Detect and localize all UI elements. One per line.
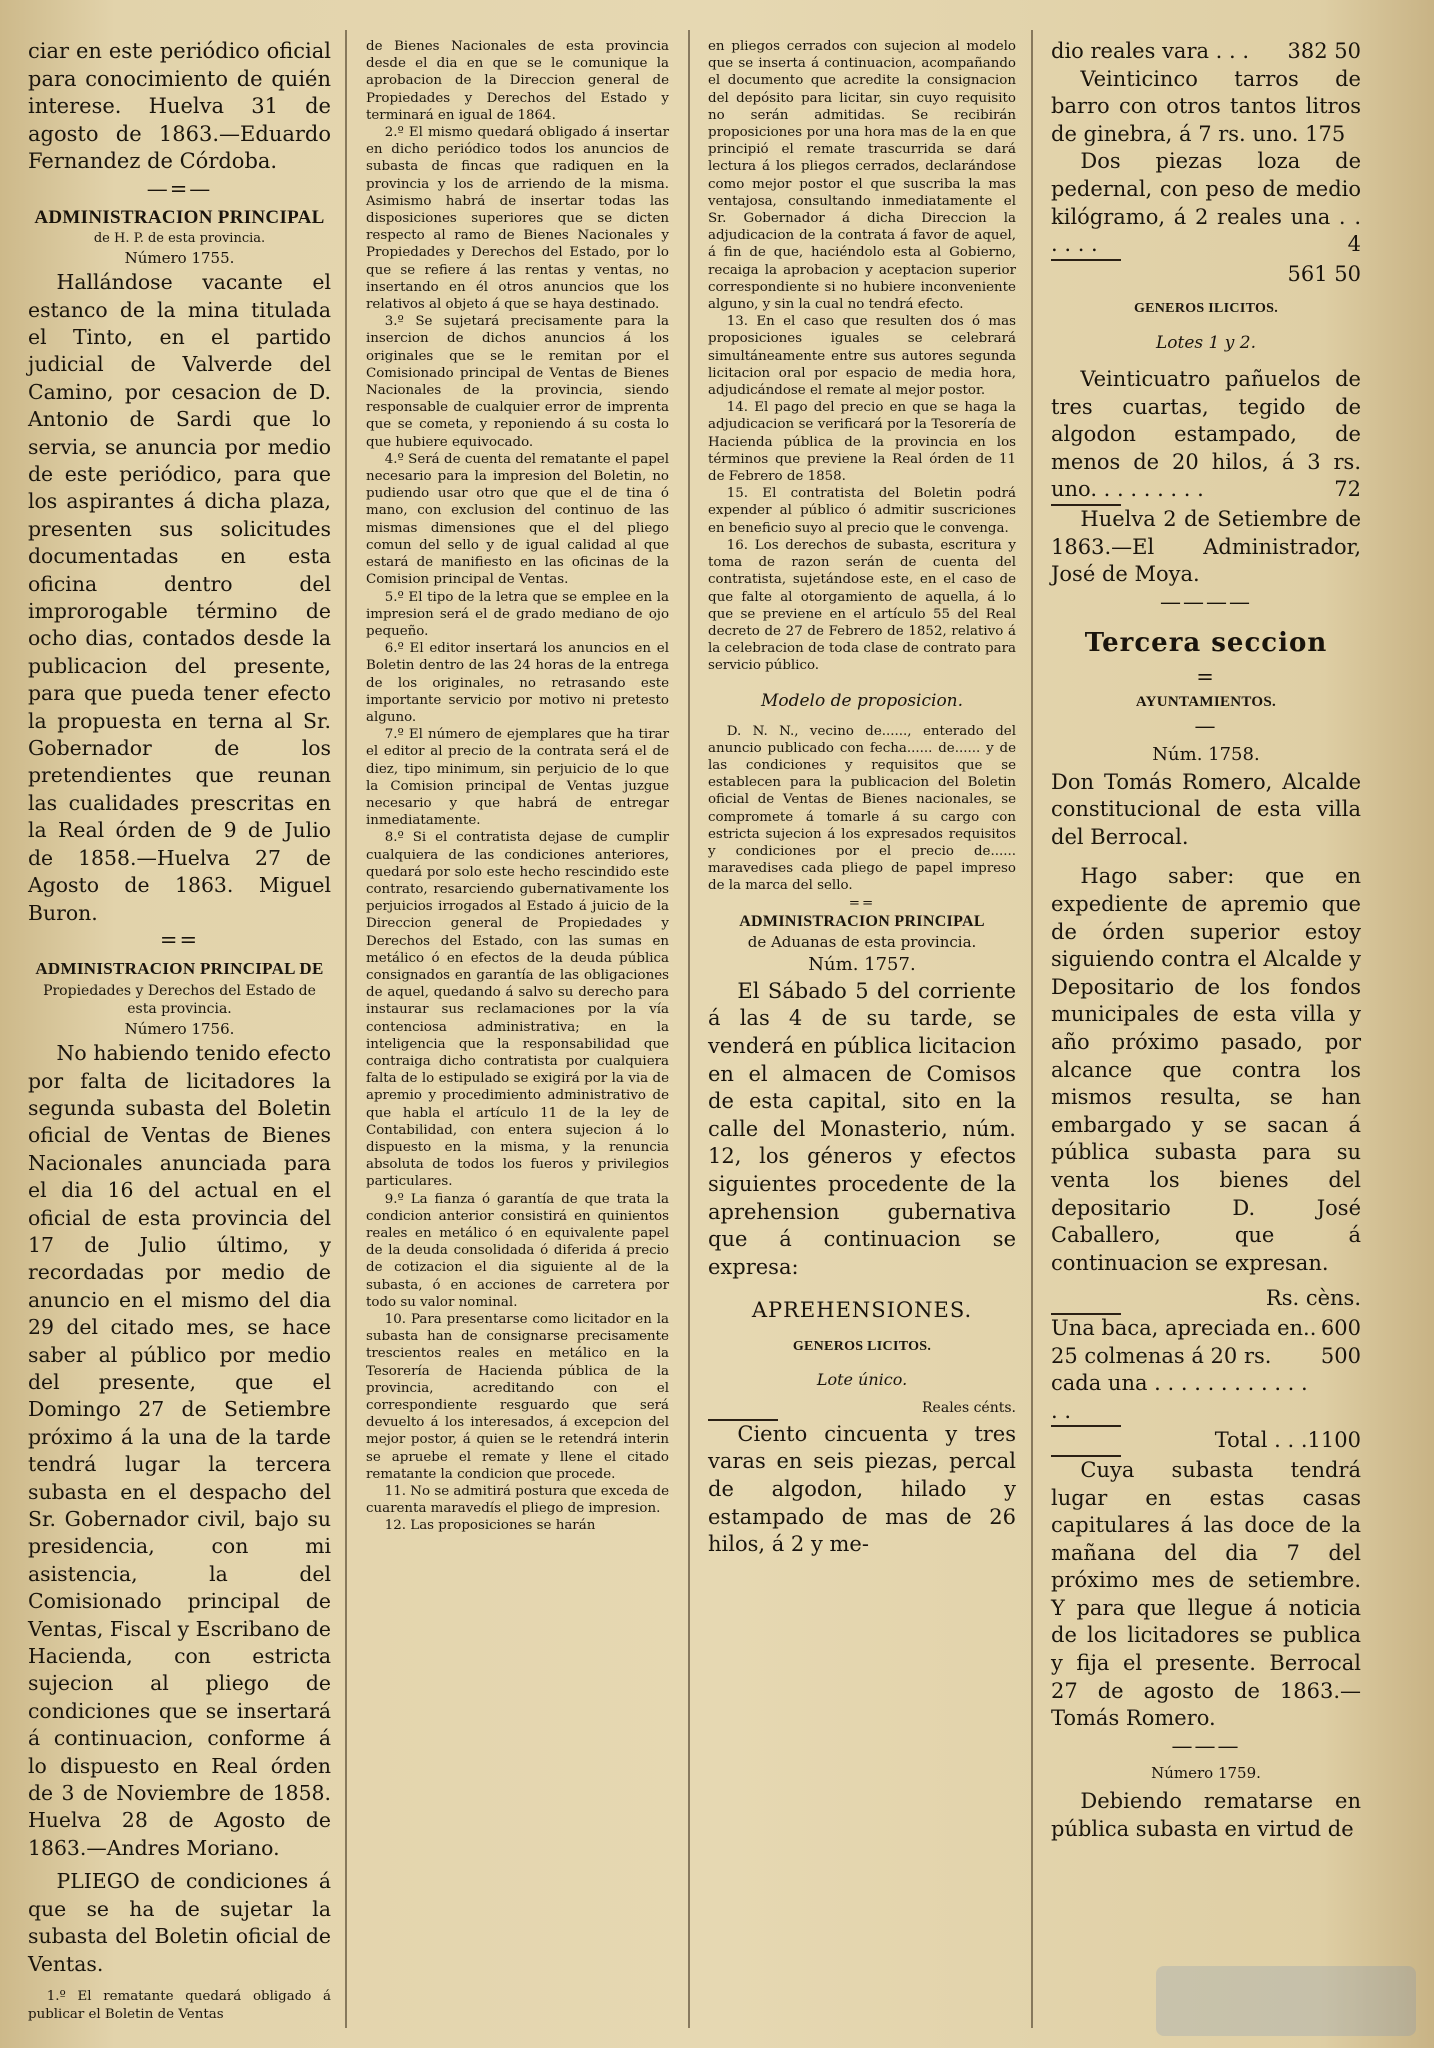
list-item — [1051, 366, 1361, 504]
section-subtitle: Propiedades y Derechos del Estado de esta provincia. — [43, 983, 316, 1018]
list-item — [1051, 66, 1361, 149]
paragraph: 4.º Será de cuenta del rematante el papel necesario para la impresion del Boletin, no pudiendo usar otro que que el de tina ó mano, con exclusion del continuo de las mismas dimensiones que el del pliego comun del sello y de igual calidad al que estará de manifiesto en las oficinas de la Comision principal de Ventas. — [366, 451, 669, 588]
separator: ——— — [1171, 1733, 1241, 1758]
model-title: Modelo de proposicion. — [760, 690, 964, 711]
table-row — [1051, 38, 1361, 66]
paragraph: PLIEGO de condiciones á que se ha de sujetar la subasta del Boletin oficial de Ventas. — [28, 1869, 331, 1976]
separator: == — [848, 895, 876, 911]
paragraph: Hago saber: que en expediente de apremio que de órden superior estoy siguiendo contra el Alcalde y Depositario de los fondos municipales de esta villa y año próximo pasado, por alcance que contra los mismos resulta, se han embargado y se sacan á pública subasta para su venta los bienes del depositario D. José Caballero, que á continuacion se expresan. — [1051, 864, 1361, 1275]
column-header-reales: Reales cénts. — [922, 1399, 1016, 1416]
notice-number: Número 1756. — [124, 1020, 235, 1039]
separator: —=— — [146, 176, 213, 201]
section-title: ADMINISTRACION PRINCIPAL DE — [35, 958, 324, 978]
paragraph: 2.º El mismo quedará obligado á insertar en dicho periódico todos los anuncios de subasta de fincas que radiquen en la provincia y los de arriendo de la misma. Asimismo habrá de insertar todas las disposiciones superiores que se dicten respecto al ramo de Bienes Nacionales y Propiedades y Derechos del Estado, por lo que se refiere á las rentas y ventas, no insertando en él otros anuncios que los relativos al objeto á que se haya destinado. — [366, 125, 669, 313]
item-label: dio reales vara . . . — [1051, 39, 1250, 63]
paragraph: ciar en este periódico oficial para conocimiento de quién interese. Huelva 31 de agosto de 1863.—Eduardo Fernandez de Córdoba. — [28, 39, 331, 174]
column-divider — [688, 30, 690, 2028]
section-title: Tercera seccion — [1084, 628, 1328, 659]
paragraph: 7.º El número de ejemplares que ha tirar el editor al precio de la contrata será el de diez, tipo minimum, sin perjuicio de lo que la Comision principal de Ventas juzgue necesario y que habrá de entregar inmediatamente. — [366, 727, 669, 829]
separator: == — [159, 927, 200, 952]
item-label: 25 colmenas á 20 rs. cada una . . . . . . . . . . . . . . — [1051, 1343, 1308, 1423]
paragraph: 6.º El editor insertará los anuncios en el Boletin dentro de las 24 horas de la entrega de los originales, no retrasando este importante servicio por motivo ni pretesto alguno. — [366, 641, 669, 725]
paragraph: D. N. N., vecino de......, enterado del anuncio publicado con fecha...... de...... y de las condiciones y requisitos que se establecen para la publicacion del Boletin oficial de Ventas de Bienes nacionales, se compromete á tomarle á su cargo con estricta sujecion á los expresados requisitos y condiciones por el precio de...... maravedises cada pliego de papel impreso de la marca del sello. — [708, 723, 1016, 894]
paragraph: 14. El pago del precio en que se haga la adjudicacion se verificará por la Tesorería de Hacienda pública de la provincia en los términos que previene la Real órden de 11 de Febrero de 1858. — [708, 400, 1016, 485]
paragraph: Huelva 2 de Setiembre de 1863.—El Administrador, José de Moya. — [1051, 506, 1361, 587]
column-divider — [1031, 30, 1033, 2028]
paragraph: 3.º Se sujetará precisamente para la insercion de dichos anuncios á los originales que se le remitan por el Comisionado principal de Ventas de Bienes Nacionales de la provincia, siendo responsable de cualquier error de imprenta que se cometa, y reponiendo á su costa lo que hubiere equivocado. — [366, 314, 669, 450]
notice-number: Núm. 1758. — [1152, 744, 1260, 766]
column-4 — [1045, 38, 1367, 2038]
list-item — [1051, 148, 1361, 258]
item-label: Veinticinco tarros de barro con otros tantos litros de ginebra, á 7 rs. uno. — [1051, 66, 1361, 146]
section-title: ADMINISTRACION PRINCIPAL — [739, 912, 985, 930]
paragraph: en pliegos cerrados con sujecion al modelo que se inserta á continuacion, acompañando el documento que acredite la consignacion del depósito para licitar, sin cuyo requisito no serán admitidas. Se recibirán proposiciones por una hora mas de la en que principió el remate trascurrida se dará lectura á los pliegos cerrados, declarándose como mejor postor el que suscriba la mas ventajosa, consultando inmediatamente el Sr. Gobernador á dicha Direccion la adjudicacion de la contrata á favor de aquel, á fin de que, haciéndolo esta al Gobierno, recaiga la aprobacion y aceptacion superior correspondiente si no hubiere inconveniente alguno, y sin la cual no tendrá efecto. — [708, 39, 1016, 313]
total: Total . . .1100 — [1214, 1428, 1361, 1453]
column-1 — [22, 38, 337, 2038]
section-subtitle: de Aduanas de esta provincia. — [747, 932, 977, 951]
library-stamp — [1156, 1966, 1416, 2036]
paragraph: Cuya subasta tendrá lugar en estas casas capitulares á las doce de la mañana del dia 7 del próximo mes de setiembre. Y para que llegue á noticia de los licitadores se publica y fija el presente. Berrocal 27 de agosto de 1863.—Tomás Romero. — [1051, 1457, 1361, 1731]
paragraph: 11. No se admitirá postura que exceda de cuarenta maravedís el pliego de impresion. — [366, 1484, 669, 1517]
column-3 — [702, 38, 1022, 2038]
notice-number: Núm. 1757. — [808, 953, 916, 975]
item-label: Veinticuatro pañuelos de tres cuartas, tegido de algodon estampado, de menos de 20 hilos, á 3 rs. uno. . . . . . . . . — [1051, 366, 1361, 502]
paragraph: Ciento cincuenta y tres varas en seis piezas, percal de algodon, hilado y estampado de mas de 26 hilos, á 2 y me- — [708, 1421, 1016, 1557]
item-label: Dos piezas loza de pedernal, con peso de medio kilógramo, á 2 reales una . . . . . . — [1051, 149, 1361, 257]
item-label: Una baca, apreciada en.. — [1051, 1315, 1317, 1340]
separator: = — [1196, 664, 1216, 689]
item-value: 175 — [1305, 121, 1346, 146]
item-value: 500 — [1320, 1343, 1361, 1368]
column-header-rs: Rs. cèns. — [1265, 1286, 1361, 1311]
section-subtitle: de H. P. de esta provincia. — [93, 231, 266, 247]
paragraph: 12. Las proposiciones se harán — [384, 1518, 596, 1534]
paragraph: de Bienes Nacionales de esta provincia desde el dia en que se le comunique la aprobacion de la Direccion general de Propiedades y Derechos del Estado y terminará en igual de 1864. — [366, 39, 669, 123]
heading-aprehensiones: APREHENSIONES. — [751, 1298, 973, 1323]
table-row — [1051, 1343, 1361, 1426]
paragraph: 15. El contratista del Boletin podrá expender al público ó admitir suscriciones en beneficio suyo al precio que le convenga. — [708, 486, 1016, 536]
lot-label: Lote único. — [816, 1369, 908, 1389]
paragraph: 16. Los derechos de subasta, escritura y toma de razon serán de cuenta del contratista, sujetándose este, en el caso de que falte al otorgamiento de aquella, á lo que se previene en el artículo 55 del Real decreto de 27 de Febrero de 1852, relativo á la celebracion de toda clase de contrato para servicio público. — [708, 537, 1016, 674]
section-subtitle: AYUNTAMIENTOS. — [1135, 694, 1277, 711]
item-value: 72 — [1334, 477, 1361, 502]
heading-generos-ilicitos: GENEROS ILICITOS. — [1133, 301, 1279, 317]
paragraph: 5.º El tipo de la letra que se emplee en la impresion será el de grado mediano de ojo pequeño. — [366, 589, 669, 639]
paragraph: El Sábado 5 del corriente á las 4 de su tarde, se venderá en pública licitacion en el almacen de Comisos de esta capital, sito en la calle del Monasterio, núm. 12, los géneros y efectos siguientes procedente de la aprehension gubernativa que á continuacion se expresa: — [708, 978, 1016, 1279]
paragraph: Don Tomás Romero, Alcalde constitucional de esta villa del Berrocal. — [1051, 769, 1361, 849]
paragraph: Hallándose vacante el estanco de la mina titulada el Tinto, en el partido judicial de Valverde del Camino, por cesacion de D. Antonio de Sardi que lo servia, se anuncia por medio de este periódico, para que los aspirantes á dicha plaza, presenten sus solicitudes documentadas en esta oficina dentro del improrogable término de ocho dias, contados desde la publicacion del presente, para que pueda tener efecto la propuesta en terna al Sr. Gobernador de los pretendientes que reunan las cualidades prescritas en la Real órden de 9 de Julio de 1858.—Huelva 27 de Agosto de 1863. Miguel Buron. — [28, 270, 331, 925]
paragraph: 1.º El rematante quedará obligado á publicar el Boletin de Ventas — [28, 1988, 331, 2022]
separator: — — [1194, 714, 1218, 739]
notice-number: Número 1759. — [1151, 1764, 1261, 1783]
paragraph: No habiendo tenido efecto por falta de licitadores la segunda subasta del Boletin oficial de Ventas de Bienes Nacionales anunciada para el dia 16 del actual en el oficial de esta provincia del 17 de Julio último, y recordadas por medio de anuncio en el mismo del dia 29 del citado mes, se hace saber al público por medio del presente, que el Domingo 27 de Setiembre próximo á la una de la tarde tendrá lugar la tercera subasta en el despacho del Sr. Gobernador civil, bajo su presidencia, con mi asistencia, la del Comisionado principal de Ventas, Fiscal y Escribano de Hacienda, con estricta sujecion al pliego de condiciones que se insertará á continuacion, conforme á lo dispuesto en Real órden de 3 de Noviembre de 1858. Huelva 28 de Agosto de 1863.—Andres Moriano. — [28, 1041, 331, 1860]
subtotal: 561 50 — [1287, 261, 1361, 286]
table-row — [1051, 1315, 1361, 1343]
column-divider — [345, 30, 347, 2028]
paragraph: 9.º La fianza ó garantía de que trata la condicion anterior consistirá en quinientos reales en metálico ó en equivalente papel de la deuda consolidada ó diferida á precio de cotizacion el dia siguiente al de la subasta, ó en acciones de carretera por todo su valor nominal. — [366, 1191, 669, 1310]
lot-label: Lotes 1 y 2. — [1156, 333, 1256, 354]
column-2 — [360, 38, 675, 2038]
item-value: 382 50 — [1287, 39, 1361, 63]
paragraph: 10. Para presentarse como licitador en la subasta han de consignarse precisamente trescientos reales en metálico en la Tesorería de Hacienda pública de la provincia, acreditando con el correspondiente resguardo que será devuelto á los interesados, á excepcion del mejor postor, á quien se le retendrá interin se apruebe el remate y llene el citado rematante la condicion que procede. — [366, 1312, 669, 1482]
item-value: 4 — [1347, 232, 1361, 257]
paragraph: Debiendo rematarse en pública subasta en virtud de — [1051, 1789, 1361, 1841]
heading-generos-licitos: GENEROS LICITOS. — [792, 1338, 932, 1354]
section-title: ADMINISTRACION PRINCIPAL — [34, 206, 325, 228]
paragraph: 13. En el caso que resulten dos ó mas proposiciones iguales se celebrará simultáneamente entre sus autores segunda licitacion oral por espacio de media hora, adjudicándose el remate al mejor postor. — [708, 314, 1016, 399]
paragraph: 8.º Si el contratista dejase de cumplir cualquiera de las condiciones anteriores, quedará por solo este hecho rescindido este contrato, resarciendo gubernativamente los perjuicios irrogados al Estado á juicio de la Direccion general de Propiedades y Derechos del Estado, con las sumas en metálico ó en efectos de la deuda pública consignados en garantía de las obligaciones de aquel, quedando á salvo su derecho para instaurar sus reclamaciones por la vía contenciosa administrativa; en la inteligencia que la responsabilidad que contraiga dicho contratista por cualquiera falta de lo estipulado se exigirá por la via de apremio y procedimiento administrativo de que habla el artículo 11 de la ley de Contabilidad, con entera sujecion á lo dispuesto en la misma, y la renuncia absoluta de todos los fueros y privilegios particulares. — [366, 830, 669, 1190]
item-value: 600 — [1320, 1315, 1361, 1340]
separator: ———— — [1160, 589, 1252, 614]
notice-number: Número 1755. — [124, 249, 235, 268]
